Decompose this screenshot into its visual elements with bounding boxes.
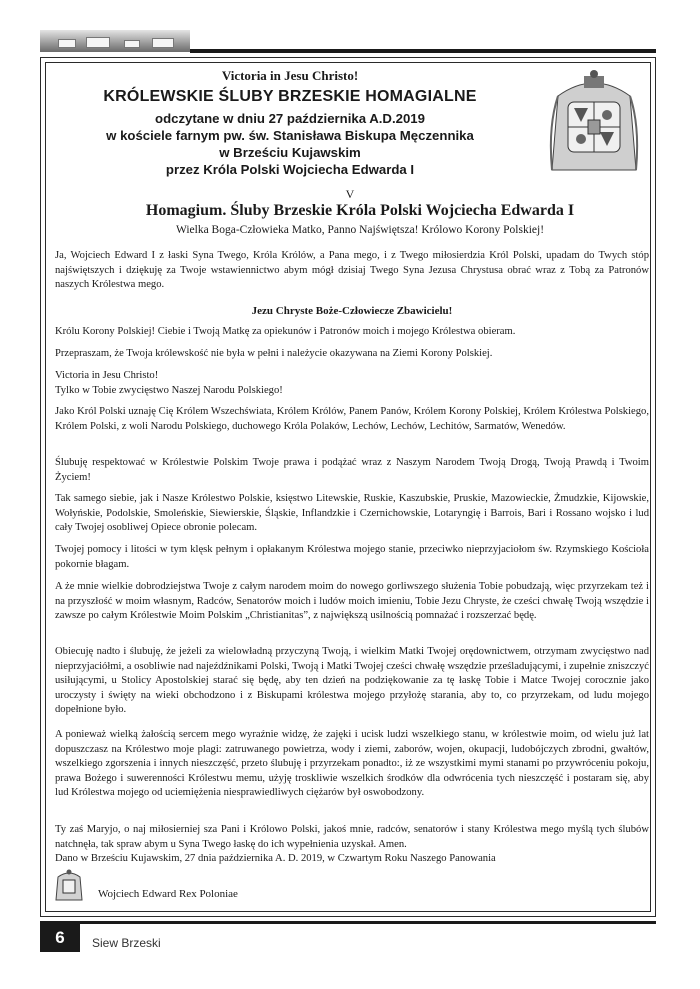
paragraph: Victoria in Jesu Christo! <box>55 370 159 381</box>
invocation: Wielka Boga-Człowieka Matko, Panno Najświętsza! Królowo Korony Polskiej! <box>175 224 545 236</box>
paragraph: Królu Korony Polskiej! Ciebie i Twoją Matkę za opiekunów i Patronów moich i mojego Królestwa obieram. <box>55 326 516 337</box>
subtitle-line: odczytane w dniu 27 października A.D.2019 <box>155 111 425 126</box>
paragraph-heading: Jezu Chryste Boże-Człowiecze Zbawicielu! <box>251 305 453 317</box>
header-town-image <box>40 30 190 52</box>
section-mark: V <box>345 187 355 201</box>
paragraph: Ty zaś Maryjo, o naj miłosierniej sza Pani i Królowo Polski, jakoś mnie, radców, senatorów i stany Królestwa mego myślą tych ślubów natchnęła, tak spraw abym u Syna Twego łaskę do ich wypełnienia uzyskał. Amen. <box>55 824 649 850</box>
paragraph: Przepraszam, że Twoja królewskość nie była w pełni i należycie okazywana na Ziemi Korony Polskiej. <box>55 348 493 359</box>
motto: Victoria in Jesu Christo! <box>221 68 359 83</box>
paragraph: Tylko w Tobie zwycięstwo Naszej Narodu Polskiego! <box>55 385 283 396</box>
signature: Wojciech Edward Rex Poloniae <box>98 888 238 900</box>
paragraph: Obiecuję nadto i ślubuję, że jeżeli za wielowładną przyczyną Twoją, i wielkim Matki Twojej orędownictwem, otrzymam zwycięstwo nad nieprzyjaciółmi, a osobliwie nad najeźdźnikami Polski, Twoją i Matki Twojej cześci chwałę wszędzie prześladującymi, i zupełnie zniszczyć usiłującymi, u Stolicy Apostolskiej starać się będę, aby ten dzień na podziękowanie za tę łaskę Tobie i Matce Twojej corocznie jako uroczysty i święty na wieki obchodzono i z Biskupami królestwa mojego przyłożę starania, aby to, co przyrzekam, od ludu mojego dopełnione było. <box>55 646 649 716</box>
paragraph: A że mnie wielkie dobrodziejstwa Twoje z całym narodem moim do nowego gorliwszego służenia Tobie pobudzają, więc przyrzekam też i na przyszłość w moim własnym, Radców, Senatorów moich i ludów moich imieniu, Tobie Jezu Chryste, że cześci chwałę Twoją wszędzie i zawsze po całym Królestwie Moim Polskim „Christianitas”, z największą usilnością pomnażać i rozszerzać będę. <box>55 581 649 622</box>
header-rule <box>190 49 656 53</box>
royal-coat-of-arms-icon <box>538 66 650 176</box>
paragraph: Twojej pomocy i litości w tym klęsk pełnym i opłakanym Królestwa mojego stanie, przeciwko nieprzyjaciołom św. Rzymskiego Kościoła pokornie błagam. <box>55 544 649 570</box>
page-title: KRÓLEWSKIE ŚLUBY BRZESKIE HOMAGIALNE <box>103 88 477 105</box>
paragraph: Ślubuję respektować w Królestwie Polskim Twoje prawa i podążać wraz z Naszym Narodem Twoją Drogą, Twoją Prawdą i Twoim Życiem! <box>55 457 649 483</box>
small-crest-icon <box>52 868 86 902</box>
publication-name: Siew Brzeski <box>92 936 161 950</box>
page-number: 6 <box>40 924 80 952</box>
paragraph: A ponieważ wielką żałością sercem mego wyraźnie widzę, że zajęki i ucisk ludzi wszelkiego stanu, w królestwie moim, od wielu już lat dopuszczasz na Królestwo moje plagi: zatruwanego powietrza, wody i ziemi, zaborów, wojen, okupacji, ludobójczych zbrodni, gwałtów, wszelkiego zgorszenia i innych nieszczęść, przeto ślubuję i przyrzekam ponadto:, iż ze wszystkimi mymi stanami po przywróceniu pokoju, prawa Bożego i suwerenności Królestwu memu, użyję troskliwie wszelkich środków dla odwrócenia tych nieszczęść i postaram się, aby lud Królestwa mojego od uciemiężenia niesprawiedliwych ciężarów był oswobodzony. <box>55 729 649 799</box>
subtitle-line: w Brześciu Kujawskim <box>219 145 361 160</box>
date-line: Dano w Brześciu Kujawskim, 27 dnia października A. D. 2019, w Czwartym Roku Naszego Panowania <box>55 853 496 864</box>
subtitle-line: przez Króla Polski Wojciecha Edwarda I <box>165 162 415 177</box>
main-heading: Homagium. Śluby Brzeskie Króla Polski Wojciecha Edwarda I <box>145 202 575 219</box>
subtitle <box>60 110 520 178</box>
paragraph: Ja, Wojciech Edward I z łaski Syna Twego, Króla Królów, a Pana mego, i z Twego miłosierdzia Król Polski, upadam do Twych stóp najświętszych i dziękuję za Twoje wstawiennictwo abym mógł dzisiaj Twego Syna Jezusa Chrystusa obrać wraz z Tobą za Patronów naszych Królestwa mego. <box>55 250 649 291</box>
footer-rule <box>40 921 656 924</box>
subtitle-line: w kościele farnym pw. św. Stanisława Biskupa Męczennika <box>106 128 474 143</box>
paragraph: Jako Król Polski uznaję Cię Królem Wszechświata, Królem Królów, Panem Panów, Królem Korony Polskiej, Królem Królestwa Polskiego, Królem Polski, z woli Narodu Polskiego, duchowego Króla Polaków, Lechów, Lechów, Lechitów, Sarmatów, Wenedów. <box>55 406 649 432</box>
paragraph: Tak samego siebie, jak i Nasze Królestwo Polskie, księstwo Litewskie, Ruskie, Kaszubskie, Pruskie, Mazowieckie, Żmudzkie, Kijowskie, Wołyńskie, Podolskie, Smoleńskie, Siewierskie, Śląskie, Inflandzkie i Czernichowskie, Lotaryngię i Barrois, Bari i Rossano wojsko i lud cały Twojej osobliwej Opiece obronie polecam. <box>55 493 649 534</box>
